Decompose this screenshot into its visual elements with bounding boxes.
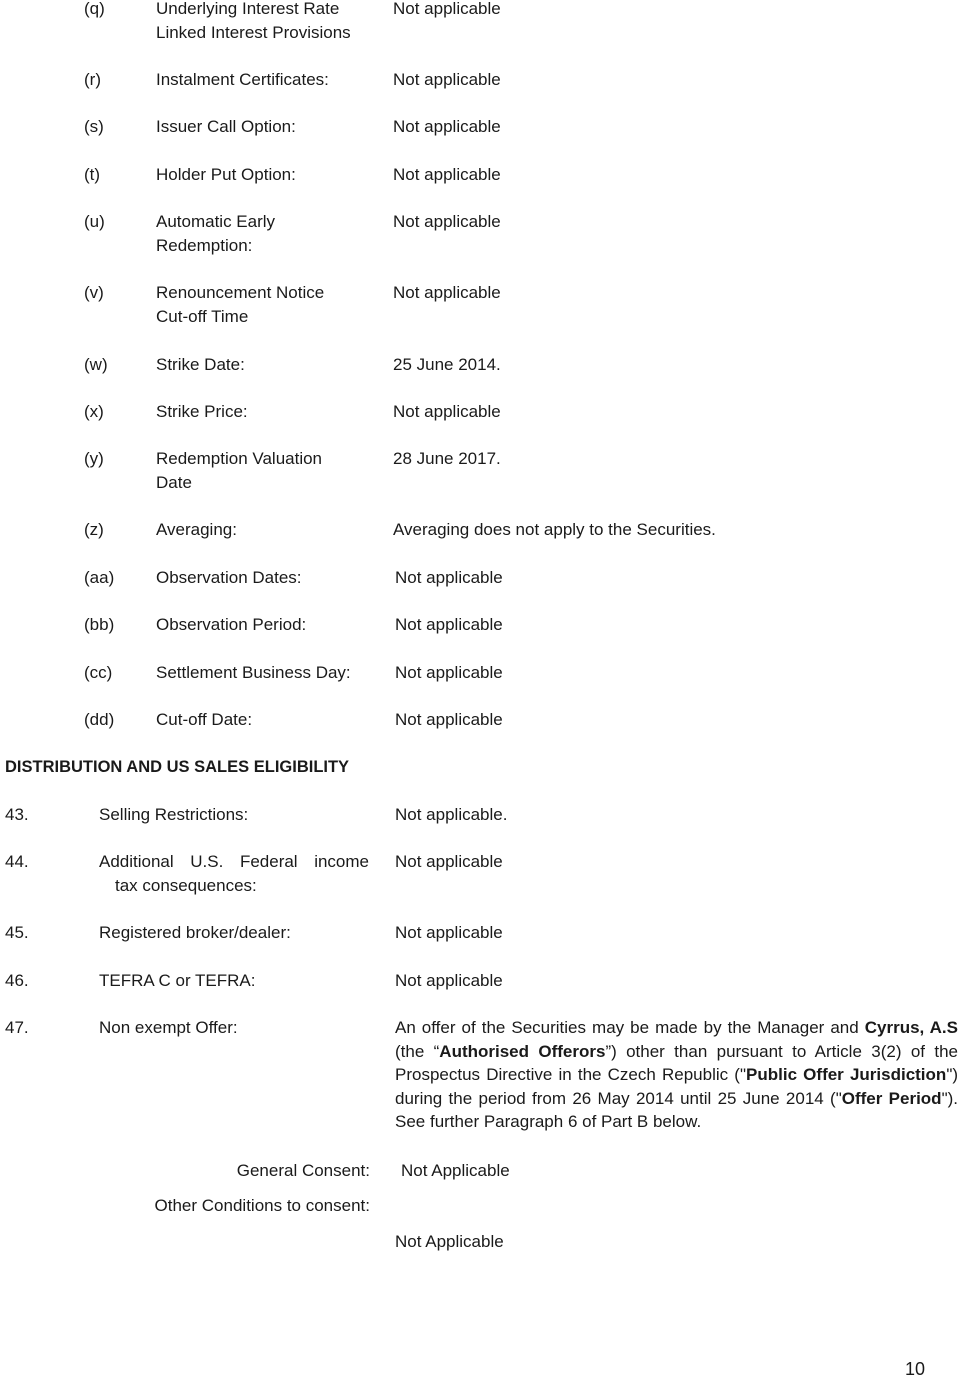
manager-name: Cyrrus, A.S [864,1018,958,1037]
term-caption-line-2: Date [156,472,192,492]
term-caption-line-1: Strike Price: [156,402,248,421]
term-number: 43. [5,805,29,824]
term-caption-line-2: tax consequences: [115,875,257,895]
term-caption-line-1: Redemption Valuation [156,449,323,468]
term-label: (u) [84,212,105,231]
term-caption-line-2: Linked Interest Provisions [156,22,351,42]
term-label: (r) [84,70,101,89]
term-number: 44. [5,852,29,871]
other-conditions-value: Not Applicable [395,1232,504,1251]
term-caption-line-1: Settlement Business Day: [156,663,351,682]
term-label: (v) [84,283,104,302]
paragraph-text: An offer of the Securities may be made by the Manager and [395,1018,865,1037]
term-label: (s) [84,117,104,136]
term-label: (w) [84,355,108,374]
term-caption-line-2: Redemption: [156,235,253,255]
section-heading: DISTRIBUTION AND US SALES ELIGIBILITY [5,758,350,776]
paragraph-text: ") during the period from 26 May 2014 until 25 June 2014 (" [395,1065,959,1108]
term-value: Not applicable [393,283,501,302]
term-caption-line-1: Selling Restrictions: [99,805,249,824]
term-value: Averaging does not apply to the Securities. [393,520,716,539]
term-caption-line-1: Non exempt Offer: [99,1018,238,1037]
term-label: (bb) [84,615,115,634]
defined-term-offer-period: Offer Period [841,1088,942,1108]
term-value: Not applicable. [395,805,508,824]
term-caption-line-1: Renouncement Notice [156,283,325,302]
term-label: (aa) [84,568,115,587]
defined-term-public-offer-jurisdiction: Public Offer Jurisdiction [746,1065,947,1084]
term-value: Not applicable [395,710,503,729]
page-number: 10 [904,1359,925,1379]
term-value: Not applicable [393,165,501,184]
non-exempt-offer-paragraph [395,1016,958,1134]
term-caption-line-1: Instalment Certificates: [156,70,329,89]
general-consent-label: General Consent: [236,1161,370,1180]
term-value: 28 June 2017. [393,449,501,468]
term-value: Not applicable [393,0,501,18]
term-caption-line-1: Issuer Call Option: [156,117,296,136]
term-caption-line-1: Cut-off Date: [156,710,253,729]
term-caption-line-1: Automatic Early [156,212,276,231]
other-conditions-label: Other Conditions to consent: [154,1196,370,1215]
term-value: Not applicable [393,402,501,421]
term-caption-line-1: Additional U.S. Federal income [99,852,369,871]
paragraph-text: ”) other than pursuant to Article 3(2) of the Prospectus Directive in the Czech Republic (" [395,1041,958,1084]
term-caption-line-1: TEFRA C or TEFRA: [99,971,256,990]
paragraph-text: "). See further Paragraph 6 of Part B below. [395,1088,958,1131]
defined-term-authorised-offerors: Authorised Offerors [439,1041,606,1061]
general-consent-value: Not Applicable [401,1161,510,1180]
term-value: Not applicable [395,852,503,871]
term-value: Not applicable [395,615,503,634]
term-value: Not applicable [395,923,503,942]
term-caption-line-1: Strike Date: [156,355,245,374]
term-label: (q) [84,0,105,18]
paragraph-text: (the “ [395,1041,440,1061]
term-label: (t) [84,165,101,184]
term-caption-line-1: Holder Put Option: [156,165,296,184]
term-caption-line-1: Averaging: [156,520,237,539]
term-number: 47. [5,1018,29,1037]
term-value: Not applicable [395,663,503,682]
term-value: 25 June 2014. [393,355,501,374]
term-label: (cc) [84,663,113,682]
term-label: (z) [84,520,104,539]
term-caption-line-2: Cut-off Time [156,306,249,326]
term-label: (dd) [84,710,115,729]
term-label: (y) [84,449,104,468]
term-caption-line-1: Observation Period: [156,615,307,634]
term-number: 45. [5,923,29,942]
term-label: (x) [84,402,104,421]
term-value: Not applicable [393,70,501,89]
term-caption-line-1: Registered broker/dealer: [99,923,291,942]
term-caption-line-1: Observation Dates: [156,568,302,587]
term-value: Not applicable [393,212,501,231]
term-value: Not applicable [395,568,503,587]
term-number: 46. [5,971,29,990]
term-caption-line-1: Underlying Interest Rate [156,0,340,18]
term-value: Not applicable [395,971,503,990]
term-value: Not applicable [393,117,501,136]
